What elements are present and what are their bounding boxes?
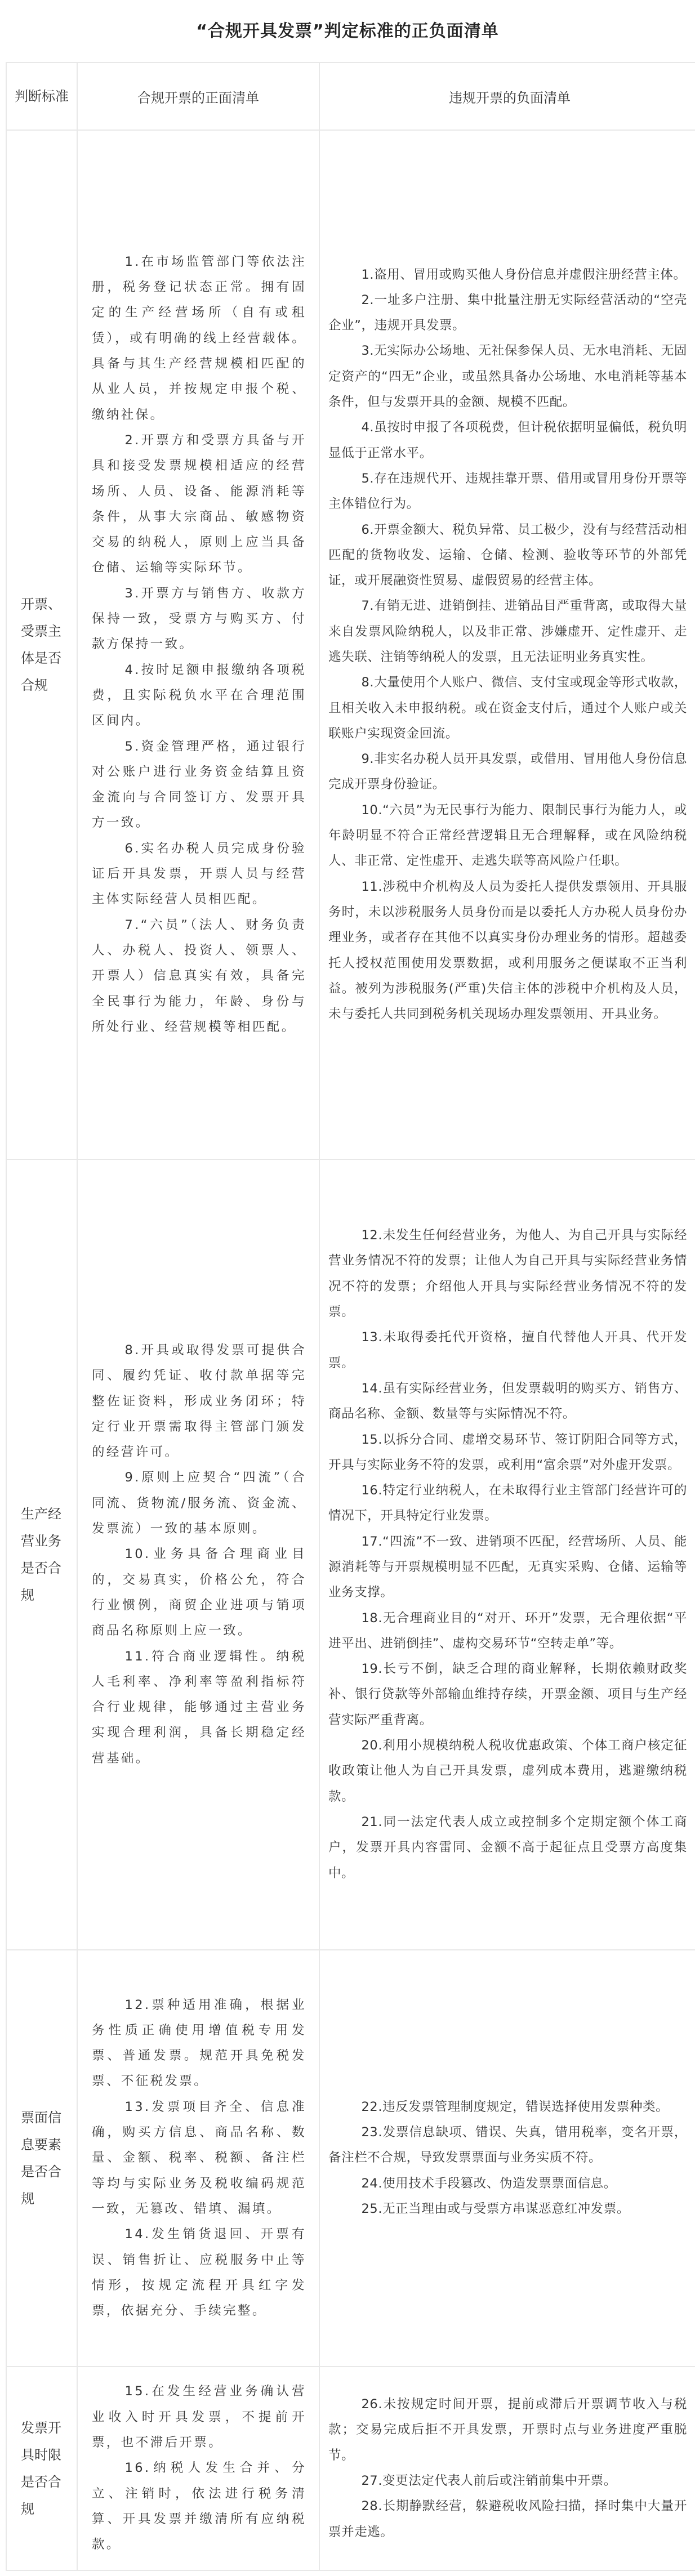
- negative-item: 6.开票金额大、税负异常、员工极少，没有与经营活动相匹配的货物收发、运输、仓储、检测、验收等环节的外部凭证，或开展融资性贸易、虚假贸易的经营主体。: [328, 522, 687, 588]
- negative-item: 17.“四流”不一致、进销项不匹配，经营场所、人员、能源消耗等与开票规模明显不匹配，无真实采购、仓储、运输等业务支撑。: [328, 1534, 687, 1600]
- header-negative-list: 违规开票的负面清单: [319, 62, 695, 130]
- positive-item: 15.在发生经营业务确认营业收入时开具发票，不提前开票，也不滞后开票。: [92, 2384, 306, 2450]
- positive-item: 7.“六员”（法人、财务负责人、办税人、投资人、领票人、开票人）信息真实有效，具备完全民事行为能力，年龄、身份与所处行业、经营规模等相匹配。: [92, 917, 306, 1034]
- positive-item: 9.原则上应契合“四流”（合同流、货物流/服务流、资金流、发票流）一致的基本原则。: [92, 1470, 306, 1537]
- negative-item: 25.无正当理由或与受票方串谋恶意红冲发票。: [361, 2201, 630, 2216]
- negative-cell: [319, 1950, 695, 2367]
- positive-item: 5.资金管理严格，通过银行对公账户进行业务资金结算且资金流向与合同签订方、发票开具方一致。: [92, 739, 306, 831]
- positive-item: 1.在市场监管部门等依法注册，税务登记状态正常。拥有固定的生产经营场所（自有或租赁），或有明确的线上经营载体。具备与其生产经营规模相匹配的从业人员，并按规定申报个税、缴纳社保。: [92, 254, 306, 422]
- negative-item: 16.特定行业纳税人，在未取得行业主管部门经营许可的情况下，开具特定行业发票。: [328, 1483, 687, 1524]
- negative-item: 4.虽按时申报了各项税费，但计税依据明显偏低，税负明显低于正常水平。: [328, 420, 687, 461]
- negative-item: 11.涉税中介机构及人员为委托人提供发票领用、开具服务时，未以涉税服务人员身份而是以委托人方办税人员身份办理业务，或者存在其他不以真实身份办理业务的情形。超越委托人授权范围使用发票数据，或利用服务之便谋取不正当利益。被列为涉税服务(严重)失信主体的涉税中介机构及人员，未与委托人共同到税务机关现场办理发票领用、开具业务。: [328, 879, 687, 1022]
- negative-item: 19.长亏不倒，缺乏合理的商业解释，长期依赖财政奖补、银行贷款等外部输血维持存续，开票金额、项目与生产经营实际严重背离。: [328, 1662, 687, 1727]
- positive-item: 4.按时足额申报缴纳各项税费，且实际税负水平在合理范围区间内。: [92, 662, 306, 729]
- positive-item: 3.开票方与销售方、收款方保持一致，受票方与购买方、付款方保持一致。: [92, 586, 306, 652]
- positive-item: 13.发票项目齐全、信息准确，购买方信息、商品名称、数量、金额、税率、税额、备注栏等均与实际业务及税收编码规范一致，无篡改、错填、漏填。: [92, 2099, 306, 2216]
- positive-item: 6.实名办税人员完成身份验证后开具发票，开票人员与经营主体实际经营人员相匹配。: [92, 841, 306, 907]
- table-row: [6, 2367, 695, 2570]
- positive-cell: [77, 1159, 319, 1950]
- negative-item: 18.无合理商业目的“对开、环开”发票，无合理依据“平进平出、进销倒挂”、虚构交易环节“空转走单”等。: [328, 1610, 687, 1651]
- criterion-cell: 票面信息要素是否合规: [6, 1950, 77, 2367]
- positive-item: 8.开具或取得发票可提供合同、履约凭证、收付款单据等完整佐证资料，形成业务闭环；特定行业开票需取得主管部门颁发的经营许可。: [92, 1342, 306, 1460]
- positive-cell: [77, 130, 319, 1159]
- negative-item: 26.未按规定时间开票，提前或滞后开票调节收入与税款；交易完成后拒不开具发票，开票时点与业务进度严重脱节。: [328, 2397, 687, 2463]
- negative-cell: [319, 1159, 695, 1950]
- table-row: [6, 1159, 695, 1950]
- negative-item: 28.长期静默经营，躲避税收风险扫描，择时集中大量开票并走逃。: [328, 2499, 687, 2539]
- positive-item: 10.业务具备合理商业目的，交易真实，价格公允，符合行业惯例，商贸企业进项与销项商品名称原则上应一致。: [92, 1547, 306, 1639]
- negative-cell: [319, 130, 695, 1159]
- criterion-cell: 生产经营业务是否合规: [6, 1159, 77, 1950]
- page-title: “合规开具发票”判定标准的正负面清单: [196, 21, 499, 41]
- compliance-list-table: [6, 62, 695, 2571]
- negative-item: 8.大量使用个人账户、微信、支付宝或现金等形式收款，且相关收入未申报纳税。或在资金支付后，通过个人账户或关联账户实现资金回流。: [328, 675, 687, 741]
- negative-item: 23.发票信息缺项、错误、失真，错用税率，变名开票，备注栏不合规，导致发票票面与业务实质不符。: [328, 2125, 687, 2166]
- table-header-row: [6, 62, 695, 130]
- negative-item: 15.以拆分合同、虚增交易环节、签订阴阳合同等方式，开具与实际业务不符的发票，或利用“富余票”对外虚开发票。: [328, 1432, 687, 1472]
- negative-item: 12.未发生任何经营业务，为他人、为自己开具与实际经营业务情况不符的发票；让他人为自己开具与实际经营业务情况不符的发票；介绍他人开具与实际经营业务情况不符的发票。: [328, 1228, 687, 1320]
- table-row: [6, 130, 695, 1159]
- criterion-cell: 开票、受票主体是否合规: [6, 130, 77, 1159]
- negative-item: 9.非实名办税人员开具发票，或借用、冒用他人身份信息完成开票身份验证。: [328, 752, 687, 792]
- negative-cell: [319, 2367, 695, 2570]
- negative-item: 24.使用技术手段篡改、伪造发票票面信息。: [361, 2176, 617, 2191]
- negative-item: 10.“六员”为无民事行为能力、限制民事行为能力人，或年龄明显不符合正常经营逻辑且无合理解释，或在风险纳税人、非正常、定性虚开、走逃失联等高风险户任职。: [328, 802, 687, 869]
- negative-item: 5.存在违规代开、违规挂靠开票、借用或冒用身份开票等主体错位行为。: [328, 471, 687, 512]
- table-row: [6, 1950, 695, 2367]
- negative-item: 13.未取得委托代开资格，擅自代替他人开具、代开发票。: [328, 1330, 687, 1370]
- header-criterion: 判断标准: [6, 62, 77, 130]
- positive-item: 14.发生销货退回、开票有误、销售折让、应税服务中止等情形，按规定流程开具红字发票，依据充分、手续完整。: [92, 2227, 306, 2319]
- negative-item: 14.虽有实际经营业务，但发票载明的购买方、销售方、商品名称、金额、数量等与实际情况不符。: [328, 1381, 687, 1422]
- criterion-cell: 发票开具时限是否合规: [6, 2367, 77, 2570]
- negative-item: 3.无实际办公场地、无社保参保人员、无水电消耗、无固定资产的“四无”企业，或虽然具备办公场地、水电消耗等基本条件，但与发票开具的金额、规模不匹配。: [328, 343, 687, 410]
- negative-item: 2.一址多户注册、集中批量注册无实际经营活动的“空壳企业”，违规开具发票。: [328, 292, 687, 333]
- negative-item: 21.同一法定代表人成立或控制多个定期定额个体工商户，发票开具内容雷同、金额不高于起征点且受票方高度集中。: [328, 1814, 687, 1881]
- positive-cell: [77, 2367, 319, 2570]
- positive-item: 12.票种适用准确，根据业务性质正确使用增值税专用发票、普通发票。规范开具免税发票、不征税发票。: [92, 1997, 306, 2089]
- negative-item: 20.利用小规模纳税人税收优惠政策、个体工商户核定征收政策让他人为自己开具发票，虚列成本费用，逃避缴纳税款。: [328, 1738, 687, 1804]
- positive-cell: [77, 1950, 319, 2367]
- header-positive-list: 合规开票的正面清单: [77, 62, 319, 130]
- negative-item: 7.有销无进、进销倒挂、进销品目严重背离，或取得大量来自发票风险纳税人，以及非正常、涉嫌虚开、定性虚开、走逃失联、注销等纳税人的发票，且无法证明业务真实性。: [328, 599, 687, 664]
- positive-item: 11.符合商业逻辑性。纳税人毛利率、净利率等盈利指标符合行业规律，能够通过主营业务实现合理利润，具备长期稳定经营基础。: [92, 1649, 306, 1766]
- negative-item: 27.变更法定代表人前后或注销前集中开票。: [361, 2474, 617, 2488]
- negative-item: 22.违反发票管理制度规定，错误选择使用发票种类。: [361, 2099, 669, 2114]
- positive-item: 16.纳税人发生合并、分立、注销时，依法进行税务清算、开具发票并缴清所有应纳税款。: [92, 2461, 306, 2552]
- positive-item: 2.开票方和受票方具备与开具和接受发票规模相适应的经营场所、人员、设备、能源消耗等条件，从事大宗商品、敏感物资交易的纳税人，原则上应当具备仓储、运输等实际环节。: [92, 432, 306, 575]
- negative-item: 1.盗用、冒用或购买他人身份信息并虚假注册经营主体。: [361, 267, 687, 282]
